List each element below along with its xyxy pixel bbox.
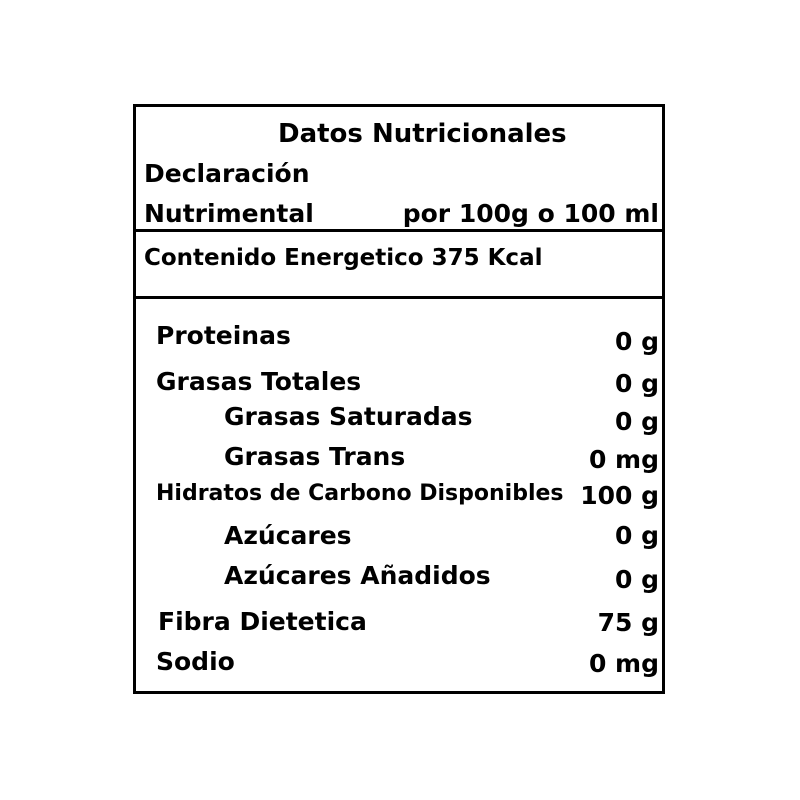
nutrient-name: Proteinas (156, 321, 291, 350)
energy-content: Contenido Energetico 375 Kcal (144, 245, 543, 271)
nutrient-name: Fibra Dietetica (158, 607, 367, 636)
nutrient-value: 75 g (597, 608, 659, 637)
declaration-heading-line1: Declaración (144, 159, 310, 188)
nutrient-value: 0 g (615, 521, 659, 550)
nutrient-name: Grasas Saturadas (224, 402, 473, 431)
nutrient-name: Azúcares (224, 521, 352, 550)
energy-divider (136, 296, 662, 299)
nutrient-name: Sodio (156, 647, 235, 676)
nutrient-name: Grasas Totales (156, 367, 362, 396)
per-unit-basis: por 100g o 100 ml (402, 199, 659, 228)
nutrient-value: 0 mg (588, 445, 659, 474)
nutrient-value: 0 g (615, 407, 659, 436)
nutrient-value: 0 g (615, 565, 659, 594)
nutrition-facts-label (133, 104, 665, 694)
nutrient-value: 0 g (615, 327, 659, 356)
nutrient-name: Azúcares Añadidos (224, 561, 491, 590)
declaration-heading-line2: Nutrimental (144, 199, 314, 228)
nutrient-name: Grasas Trans (224, 442, 406, 471)
nutrient-value: 0 g (615, 369, 659, 398)
nutrient-name: Hidratos de Carbono Disponibles (156, 481, 564, 506)
nutrient-value: 100 g (580, 481, 659, 510)
nutrient-value: 0 mg (588, 649, 659, 678)
label-title: Datos Nutricionales (278, 119, 567, 149)
header-divider (136, 229, 662, 232)
